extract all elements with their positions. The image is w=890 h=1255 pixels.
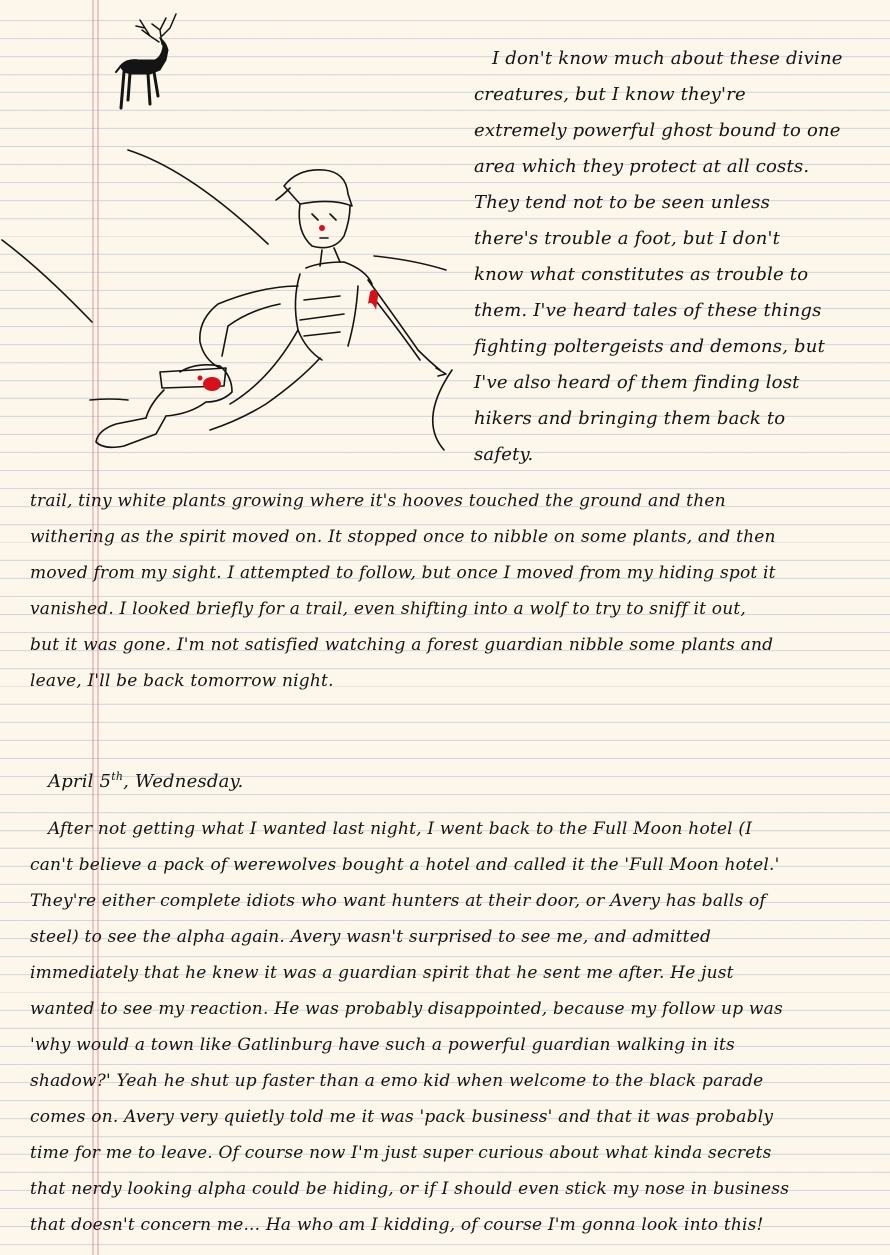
body-line: withering as the spirit moved on. It stopped once to nibble on some plants, and then [30, 527, 776, 547]
intro-line: fighting poltergeists and demons, but [474, 336, 825, 357]
entry-date-weekday: , Wednesday. [123, 771, 244, 792]
entry-date-day: April 5 [48, 771, 112, 792]
entry-line: time for me to leave. Of course now I'm just super curious about what kinda secrets [30, 1143, 772, 1163]
intro-line: I don't know much about these divine [492, 48, 843, 69]
entry-line: 'why would a town like Gatlinburg have such a powerful guardian walking in its [30, 1035, 735, 1055]
intro-line: hikers and bringing them back to [474, 408, 786, 429]
body-line: leave, I'll be back tomorrow night. [30, 671, 334, 691]
intro-line: there's trouble a foot, but I don't [474, 228, 781, 249]
intro-line: extremely powerful ghost bound to one [474, 120, 841, 141]
entry-line: immediately that he knew it was a guardian spirit that he sent me after. He just [30, 963, 734, 983]
intro-line: They tend not to be seen unless [474, 192, 771, 213]
entry-line: that doesn't concern me... Ha who am I kidding, of course I'm gonna look into this! [30, 1215, 764, 1235]
entry-line: shadow?' Yeah he shut up faster than a emo kid when welcome to the black parade [30, 1071, 764, 1091]
entry-line: steel) to see the alpha again. Avery wasn't surprised to see me, and admitted [30, 927, 712, 947]
intro-line: creatures, but I know they're [474, 84, 746, 105]
entry-date-suffix: th [111, 770, 124, 783]
entry-line: They're either complete idiots who want hunters at their door, or Avery has balls of [30, 891, 766, 911]
entry-line: After not getting what I wanted last night, I went back to the Full Moon hotel (I [48, 819, 753, 839]
entry-line: can't believe a pack of werewolves bought a hotel and called it the 'Full Moon hotel.' [30, 855, 780, 875]
entry-line: that nerdy looking alpha could be hiding, or if I should even stick my nose in business [30, 1179, 790, 1199]
sketch-figure [96, 170, 446, 448]
entry-line: comes on. Avery very quietly told me it was 'pack business' and that it was probably [30, 1107, 774, 1127]
entry-date [48, 766, 243, 793]
body-line: vanished. I looked briefly for a trail, even shifting into a wolf to try to sniff it out, [30, 599, 747, 619]
intro-line: know what constitutes as trouble to [474, 264, 809, 285]
intro-line: safety. [474, 444, 534, 465]
intro-line: area which they protect at all costs. [474, 156, 810, 177]
stag-icon [116, 14, 176, 108]
body-line: but it was gone. I'm not satisfied watching a forest guardian nibble some plants and [30, 635, 774, 655]
intro-line: them. I've heard tales of these things [474, 300, 822, 321]
body-line: moved from my sight. I attempted to follow, but once I moved from my hiding spot it [30, 563, 776, 583]
sketch-illustration [0, 0, 470, 470]
body-line: trail, tiny white plants growing where it's hooves touched the ground and then [30, 491, 726, 511]
entry-line: wanted to see my reaction. He was probably disappointed, because my follow up was [30, 999, 783, 1019]
intro-line: I've also heard of them finding lost [474, 372, 800, 393]
blood-marks [198, 225, 379, 391]
